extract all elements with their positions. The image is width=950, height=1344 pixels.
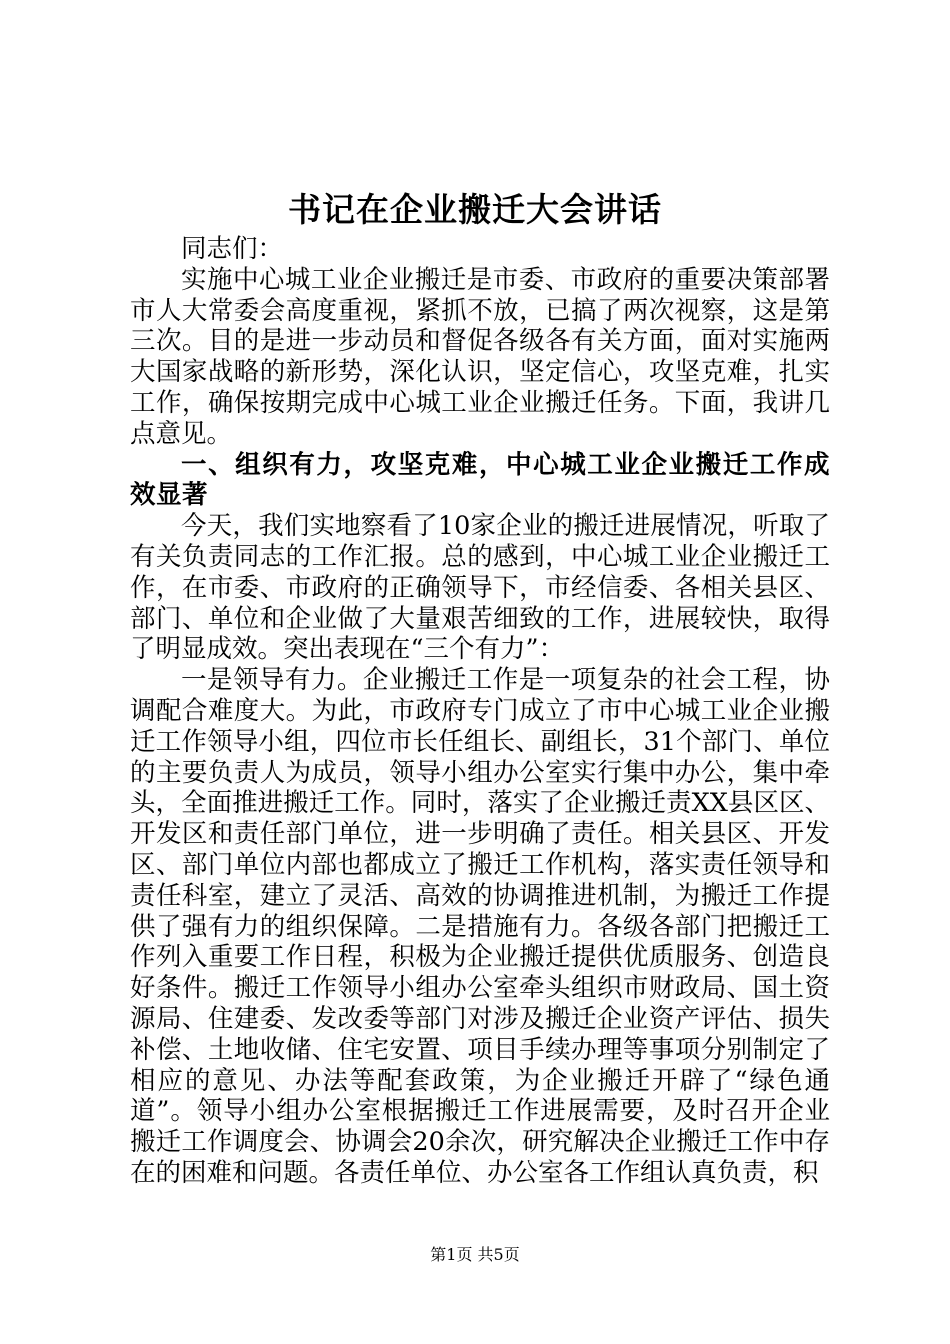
page-footer: 第1页 共5页 (430, 1245, 520, 1264)
section-heading: 一、组织有力，攻坚克难，中心城工业企业搬迁工作成效显著 (130, 449, 830, 511)
body-paragraph: 今天，我们实地察看了10家企业的搬迁进展情况，听取了有关负责同志的工作汇报。总的感到，中心城工业企业搬迁工作，在市委、市政府的正确领导下，市经信委、各相关县区、部门、单位和企业做了大量艰苦细致的工作，进展较快，取得了明显成效。突出表现在“三个有力”： (130, 511, 830, 665)
document-body (130, 234, 830, 1189)
intro-paragraph: 实施中心城工业企业搬迁是市委、市政府的重要决策部署市人大常委会高度重视，紧抓不放，已搞了两次视察，这是第三次。目的是进一步动员和督促各级各有关方面，面对实施两大国家战略的新形势，深化认识，坚定信心，攻坚克难，扎实工作，确保按期完成中心城工业企业搬迁任务。下面，我讲几点意见。 (130, 264, 830, 449)
salutation-paragraph: 同志们： (181, 234, 284, 264)
body-paragraph: 一是领导有力。企业搬迁工作是一项复杂的社会工程，协调配合难度大。为此，市政府专门成立了市中心城工业企业搬迁工作领导小组，四位市长任组长、副组长，31个部门、单位的主要负责人为成员，领导小组办公室实行集中办公，集中牵头，全面推进搬迁工作。同时，落实了企业搬迁责XX县区区、开发区和责任部门单位，进一步明确了责任。相关县区、开发区、部门单位内部也都成立了搬迁工作机构，落实责任领导和责任科室，建立了灵活、高效的协调推进机制，为搬迁工作提供了强有力的组织保障。二是措施有力。各级各部门把搬迁工作列入重要工作日程，积极为企业搬迁提供优质服务、创造良好条件。搬迁工作领导小组办公室牵头组织市财政局、国土资源局、住建委、发改委等部门对涉及搬迁企业资产评估、损失补偿、土地收储、住宅安置、项目手续办理等事项分别制定了相应的意见、办法等配套政策，为企业搬迁开辟了“绿色通道”。领导小组办公室根据搬迁工作进展需要，及时召开企业搬迁工作调度会、协调会20余次，研究解决企业搬迁工作中存在的困难和问题。各责任单位、办公室各工作组认真负责，积 (130, 665, 830, 1188)
document-title: 书记在企业搬迁大会讲话 (288, 190, 662, 229)
